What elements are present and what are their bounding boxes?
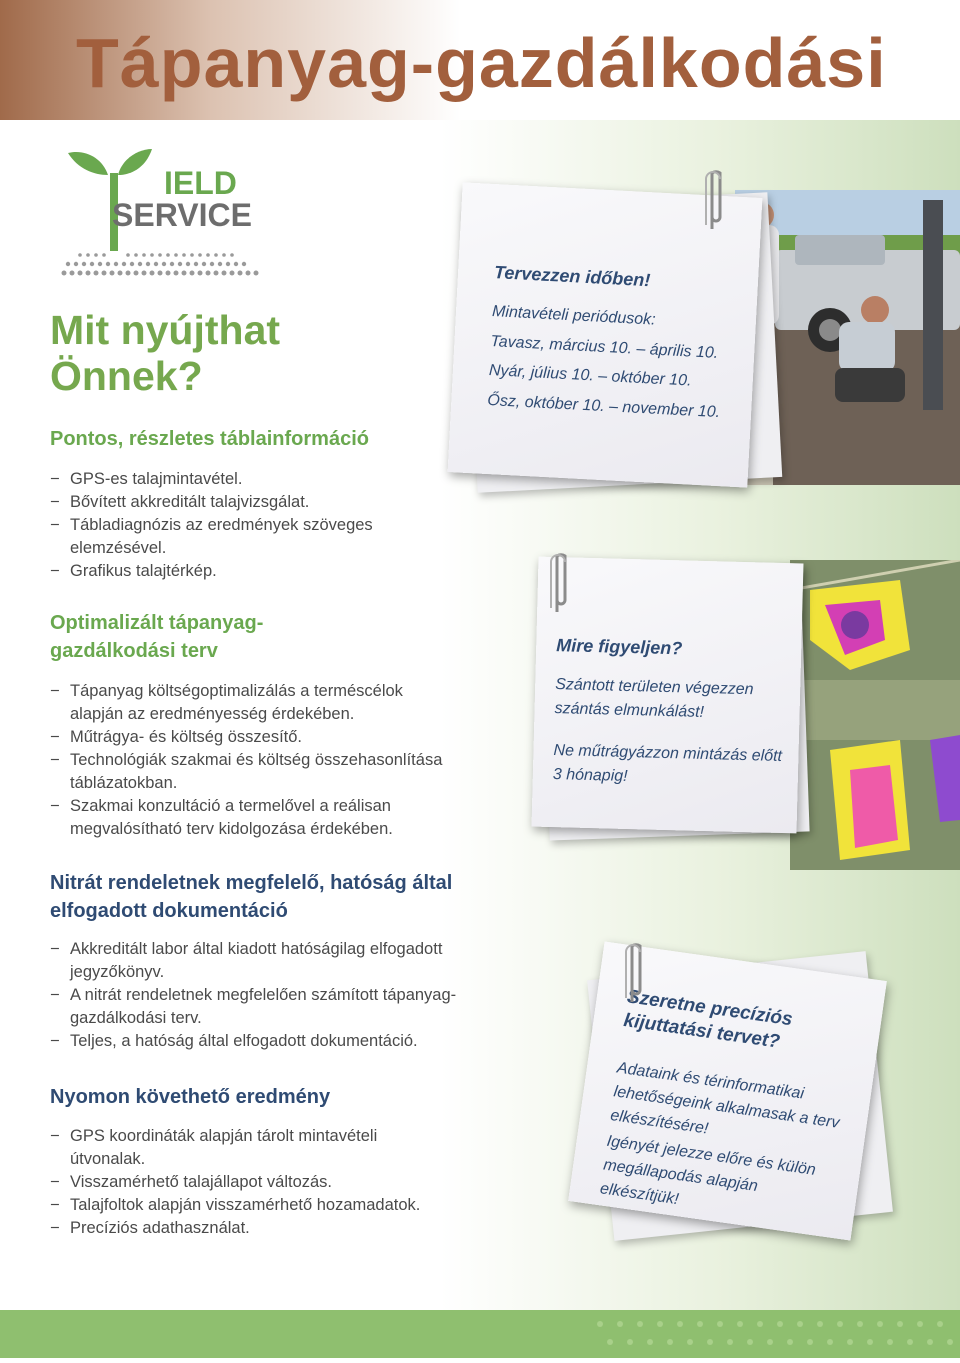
list-item: − Teljes, a hatóság által elfogadott dokumentáció. — [50, 1030, 500, 1053]
logo-text-ield: IELD — [164, 165, 237, 201]
note-line: Mintavételi periódusok: — [491, 303, 656, 329]
list-item: − Technológiák szakmai és költség összehasonlítása táblázatokban. — [50, 749, 460, 795]
note-line: Nyár, július 10. – október 10. — [488, 361, 692, 390]
note-line: Igényét jelezze előre és külön megállapodás alapján elkészítjük! — [598, 1132, 817, 1209]
section-list-2 — [50, 680, 460, 841]
note-line: Szántott területen végezzen szántás elmunkálást! — [554, 676, 754, 721]
list-item: − Visszamérhető talajállapot változás. — [50, 1171, 450, 1194]
list-item: − Bővített akkreditált talajvizsgálat. — [50, 491, 430, 514]
note-title: Tervezzen időben! — [493, 262, 651, 291]
list-item: − Grafikus talajtérkép. — [50, 560, 430, 583]
note-line: Adataink és térinformatikai lehetőségeink alkalmasak a terv elkészítésére! — [609, 1059, 841, 1138]
logo-text-service: SERVICE — [112, 197, 252, 233]
list-item: − A nitrát rendeletnek megfelelően számított tápanyag-gazdálkodási terv. — [50, 984, 500, 1030]
dot-pattern — [0, 1310, 960, 1358]
nutrient-map — [790, 560, 960, 870]
page-title: Tápanyag-gazdálkodási — [76, 24, 887, 102]
list-item: − Műtrágya- és költség összesítő. — [50, 726, 460, 749]
footer-band — [0, 1310, 960, 1358]
list-item: − Talajfoltok alapján visszamérhető hozamadatok. — [50, 1194, 450, 1217]
paperclip-icon — [620, 938, 644, 1006]
note-line: Tavasz, március 10. – április 10. — [490, 333, 719, 362]
paperclip-icon — [700, 165, 724, 233]
note-line: Ne műtrágyázzon mintázás előtt 3 hónapig! — [552, 742, 783, 785]
section-title-2: Optimalizált tápanyag-gazdálkodási terv — [50, 612, 264, 662]
list-item: − Precíziós adathasználat. — [50, 1217, 450, 1240]
main-heading: Mit nyújthat Önnek? — [50, 307, 281, 399]
section-title-3: Nitrát rendeletnek megfelelő, hatóság által elfogadott dokumentáció — [50, 872, 453, 922]
note-line: Ősz, október 10. – november 10. — [486, 391, 721, 422]
section-list-4 — [50, 1125, 450, 1240]
note-title: Mire figyeljen? — [556, 635, 683, 659]
paperclip-icon — [545, 548, 569, 616]
list-item: − Szakmai konzultáció a termelővel a reálisan megvalósítható terv kidolgozása érdekében. — [50, 795, 460, 841]
list-item: − GPS koordináták alapján tárolt mintavételi útvonalak. — [50, 1125, 450, 1171]
section-list-1 — [50, 468, 430, 583]
section-title-4: Nyomon követhető eredmény — [50, 1086, 331, 1108]
company-logo — [54, 145, 284, 285]
soil-map-image — [790, 560, 960, 870]
note-title: Szeretne precíziós kijuttatási tervet? — [622, 986, 794, 1053]
section-list-3 — [50, 938, 500, 1053]
list-item: − GPS-es talajmintavétel. — [50, 468, 430, 491]
list-item: − Tápanyag költségoptimalizálás a terméscélok alapján az eredményesség érdekében. — [50, 680, 460, 726]
list-item: − Akkreditált labor által kiadott hatóságilag elfogadott jegyzőkönyv. — [50, 938, 500, 984]
note-precision-plan — [568, 941, 887, 1240]
section-title-1: Pontos, részletes táblainformáció — [50, 428, 369, 450]
note-watch-out — [532, 557, 804, 834]
list-item: − Tábladiagnózis az eredmények szöveges elemzésével. — [50, 514, 430, 560]
